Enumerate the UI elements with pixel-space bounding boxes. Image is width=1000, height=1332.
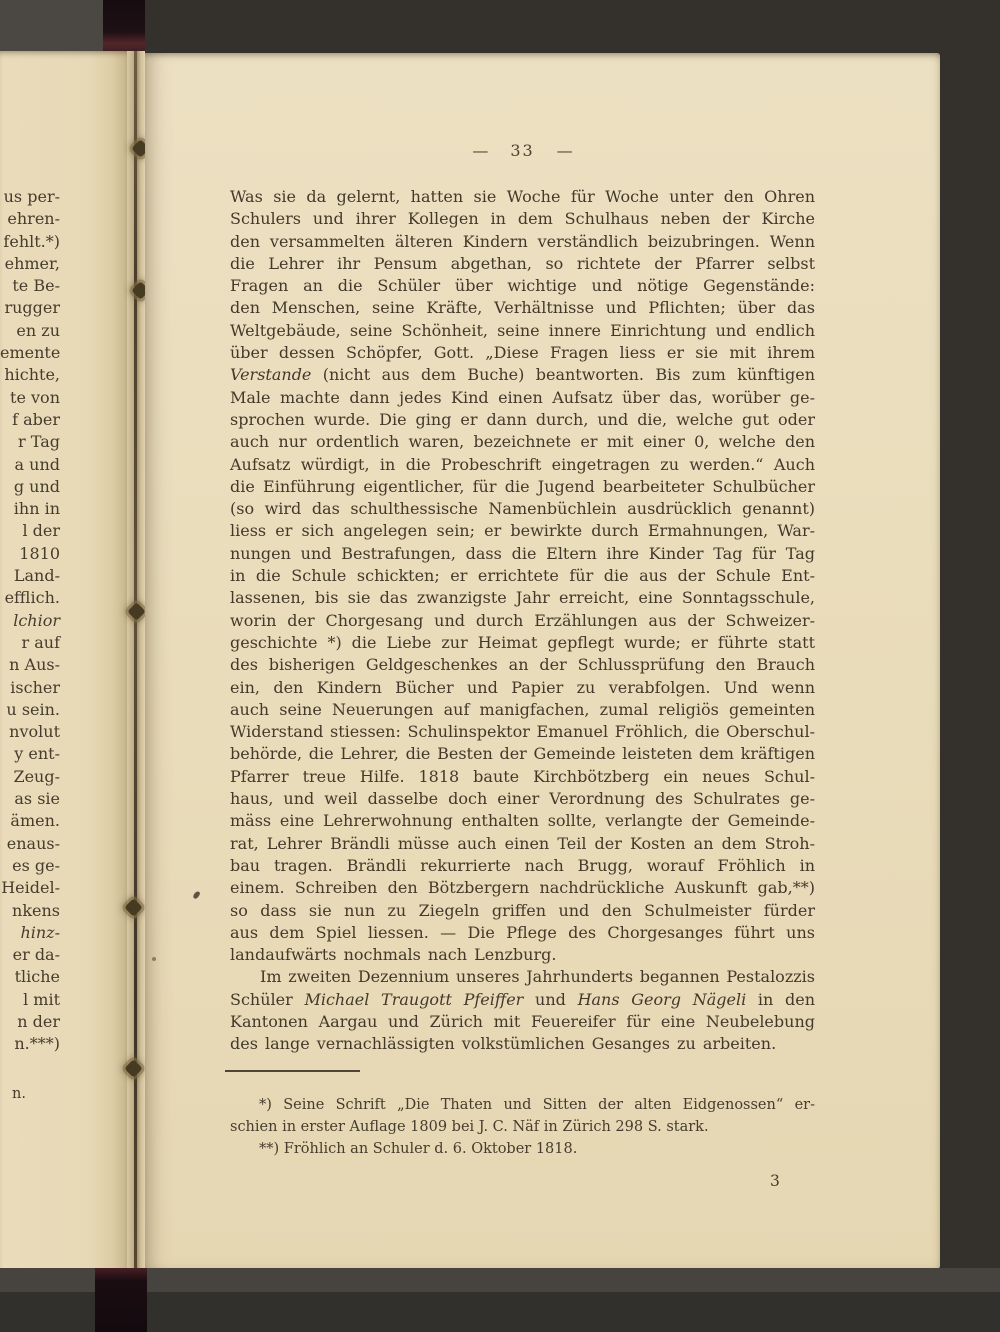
facing-page-line-fragment: r Tag xyxy=(18,432,60,452)
book-page-scan xyxy=(145,53,940,1268)
body-text-line: Weltgebäude, seine Schönheit, seine innere Einrichtung und endlich xyxy=(230,320,815,340)
body-text-line: auch nur ordentlich waren, bezeichnete er mit einer 0, welche den xyxy=(230,432,815,452)
facing-page-line-fragment: te Be- xyxy=(12,276,60,296)
body-text-line: des bisherigen Geldgeschenkes an der Schlussprüfung den Brauch xyxy=(230,655,815,675)
body-text-line: Widerstand stiessen: Schulinspektor Emanuel Fröhlich, die Oberschul- xyxy=(230,722,815,742)
body-text-line: worin der Chorgesang und durch Erzählungen aus der Schweizer- xyxy=(230,610,815,630)
body-text xyxy=(230,186,815,1056)
body-text-line: die Lehrer ihr Pensum abgethan, so richtete der Pfarrer selbst xyxy=(230,253,815,273)
facing-page-line-fragment: fehlt.*) xyxy=(3,231,60,251)
crease-line xyxy=(134,51,137,1268)
body-text-line: des lange vernachlässigten volkstümlichen Gesanges zu arbeiten. xyxy=(230,1034,777,1054)
page-number-header xyxy=(230,141,815,160)
body-text-line: Male machte dann jedes Kind einen Aufsatz über das, worüber ge- xyxy=(230,387,815,407)
background-top-left xyxy=(0,0,103,53)
facing-page-line-fragment: as sie xyxy=(14,789,60,809)
facing-page-line-fragment: ehren- xyxy=(7,209,60,229)
body-text-line: Aufsatz würdigt, in die Probeschrift eingetragen zu werden.“ Auch xyxy=(230,454,815,474)
binding-crease xyxy=(127,51,145,1268)
facing-page-line-fragment: r auf xyxy=(21,632,60,652)
facing-page-line-fragment: nvolut xyxy=(9,722,60,742)
facing-page-line-fragment: emente xyxy=(0,343,61,363)
facing-page-line-fragment: Zeug- xyxy=(13,766,60,786)
body-text-line: Schüler Michael Traugott Pfeiffer und Hans Georg Nägeli in den xyxy=(230,989,816,1009)
body-text-line: bau tragen. Brändli rekurrierte nach Brugg, worauf Fröhlich in xyxy=(230,855,815,875)
background-bottom-dark xyxy=(0,1292,1000,1332)
facing-page-line-fragment: 1810 xyxy=(19,543,60,563)
body-text-line: rat, Lehrer Brändli müsse auch einen Teil der Kosten an dem Stroh- xyxy=(230,833,815,853)
body-text-line: lassenen, bis sie das zwanzigste Jahr erreicht, eine Sonntagsschule, xyxy=(230,588,815,608)
signature-mark: 3 xyxy=(770,1172,780,1190)
body-text-line: Kantonen Aargau und Zürich mit Feuereifer für eine Neubelebung xyxy=(230,1011,815,1031)
body-text-line: den versammelten älteren Kindern verständlich beizubringen. Wenn xyxy=(230,231,815,251)
facing-page-line-fragment: g und xyxy=(13,476,60,496)
facing-page-line-fragment: ischer xyxy=(10,677,60,697)
facing-page-line-fragment: hinz- xyxy=(20,922,60,942)
body-text-line: haus, und weil dasselbe doch einer Verordnung des Schulrates ge- xyxy=(230,789,815,809)
body-text-line: geschichte *) die Liebe zur Heimat gepflegt wurde; er führte statt xyxy=(230,632,815,652)
facing-page-line-fragment: te von xyxy=(10,387,60,407)
facing-page-text-column xyxy=(0,186,60,1056)
facing-page-line-fragment: l mit xyxy=(23,989,60,1009)
page-number: 33 xyxy=(510,141,535,160)
body-text-line: aus dem Spiel liessen. — Die Pflege des Chorgesanges führt uns xyxy=(230,922,815,942)
facing-page-line-fragment: ehmer, xyxy=(4,253,60,273)
body-text-line: einem. Schreiben den Bötzbergern nachdrückliche Auskunft gab,**) xyxy=(230,878,815,898)
body-text-line: (so wird das schulthessische Namenbüchlein ausdrücklich genannt) xyxy=(230,499,815,519)
header-dash-right: — xyxy=(556,141,573,160)
footnote-rule xyxy=(225,1070,360,1072)
facing-page-line-fragment: en zu xyxy=(16,320,60,340)
facing-page-line-fragment: n der xyxy=(17,1011,60,1031)
facing-page-line-fragment: hichte, xyxy=(4,365,60,385)
facing-page-line-fragment: lchior xyxy=(13,610,60,630)
footnotes xyxy=(230,1094,815,1160)
facing-page-line-fragment: f aber xyxy=(12,409,60,429)
body-text-line: Fragen an die Schüler über wichtige und nötige Gegenstände: xyxy=(230,276,815,296)
body-text-line: liess er sich angelegen sein; er bewirkte durch Ermahnungen, War- xyxy=(230,521,815,541)
facing-page-line-fragment: ämen. xyxy=(10,811,60,831)
facing-page-line-fragment: Land- xyxy=(13,566,60,586)
body-text-line: Verstande (nicht aus dem Buche) beantworten. Bis zum künftigen xyxy=(230,365,815,385)
body-text-line: nungen und Bestrafungen, dass die Eltern ihre Kinder Tag für Tag xyxy=(230,543,815,563)
facing-page-line-fragment: ihn in xyxy=(13,499,60,519)
body-text-line: auch seine Neuerungen auf manigfachen, zumal religiös gemeinten xyxy=(230,699,815,719)
binding-tape-top xyxy=(103,0,145,53)
facing-page-line-fragment: efflich. xyxy=(4,588,60,608)
facing-page-line-fragment: y ent- xyxy=(14,744,60,764)
body-text-line: behörde, die Lehrer, die Besten der Gemeinde leisteten dem kräftigen xyxy=(230,744,815,764)
body-text-line: mäss eine Lehrerwohnung enthalten sollte, verlangte der Gemeinde- xyxy=(230,811,815,831)
footnote-line: *) Seine Schrift „Die Thaten und Sitten der alten Eidgenossen“ er- xyxy=(259,1097,815,1113)
facing-page-line-fragment: us per- xyxy=(3,187,60,206)
body-text-line: sprochen wurde. Die ging er dann durch, und die, welche gut oder xyxy=(230,409,815,429)
facing-page-line-fragment: Heidel- xyxy=(1,878,60,898)
footnote-line: **) Fröhlich an Schuler d. 6. Oktober 1818. xyxy=(259,1141,578,1157)
background-bottom-band xyxy=(0,1268,1000,1292)
body-text-line: landaufwärts nochmals nach Lenzburg. xyxy=(230,945,557,965)
facing-page-line-fragment: es ge- xyxy=(12,855,60,875)
facing-page-footnote-fragment: n. xyxy=(12,1086,26,1102)
body-text-line: in die Schule schickten; er errichtete für die aus der Schule Ent- xyxy=(230,566,815,586)
body-text-line: die Einführung eigentlicher, für die Jugend bearbeiteter Schulbücher xyxy=(230,476,815,496)
body-text-line: über dessen Schöpfer, Gott. „Diese Fragen liess er sie mit ihrem xyxy=(230,343,815,363)
facing-page-line-fragment: a und xyxy=(14,454,60,474)
body-text-line: Schulers und ihrer Kollegen in dem Schulhaus neben der Kirche xyxy=(230,209,815,229)
facing-page-line-fragment: nkens xyxy=(12,900,60,920)
facing-page-line-fragment: n.***) xyxy=(14,1034,60,1054)
facing-page-fragment xyxy=(0,51,127,1268)
facing-page-line-fragment: l der xyxy=(22,521,60,541)
facing-page-line-fragment: n Aus- xyxy=(9,655,60,675)
binding-tape-bottom xyxy=(95,1268,147,1332)
facing-page-line-fragment: u sein. xyxy=(6,699,60,719)
facing-page-line-fragment: enaus- xyxy=(6,833,60,853)
facing-page-line-fragment: rugger xyxy=(4,298,60,318)
paper-speck xyxy=(152,957,156,961)
header-dash-left: — xyxy=(472,141,489,160)
body-text-line: Was sie da gelernt, hatten sie Woche für Woche unter den Ohren xyxy=(230,187,815,206)
facing-page-line-fragment: er da- xyxy=(12,945,60,965)
footnote-line: schien in erster Auflage 1809 bei J. C. Näf in Zürich 298 S. stark. xyxy=(230,1119,709,1135)
body-text-line: Im zweiten Dezennium unseres Jahrhunderts begannen Pestalozzis xyxy=(260,967,815,987)
body-text-line: ein, den Kindern Bücher und Papier zu verabfolgen. Und wenn xyxy=(230,677,815,697)
facing-page-line-fragment: tliche xyxy=(14,967,60,987)
body-text-line: den Menschen, seine Kräfte, Verhältnisse und Pflichten; über das xyxy=(230,298,815,318)
body-text-line: so dass sie nun zu Ziegeln griffen und den Schulmeister fürder xyxy=(230,900,815,920)
body-text-line: Pfarrer treue Hilfe. 1818 baute Kirchbötzberg ein neues Schul- xyxy=(230,766,815,786)
